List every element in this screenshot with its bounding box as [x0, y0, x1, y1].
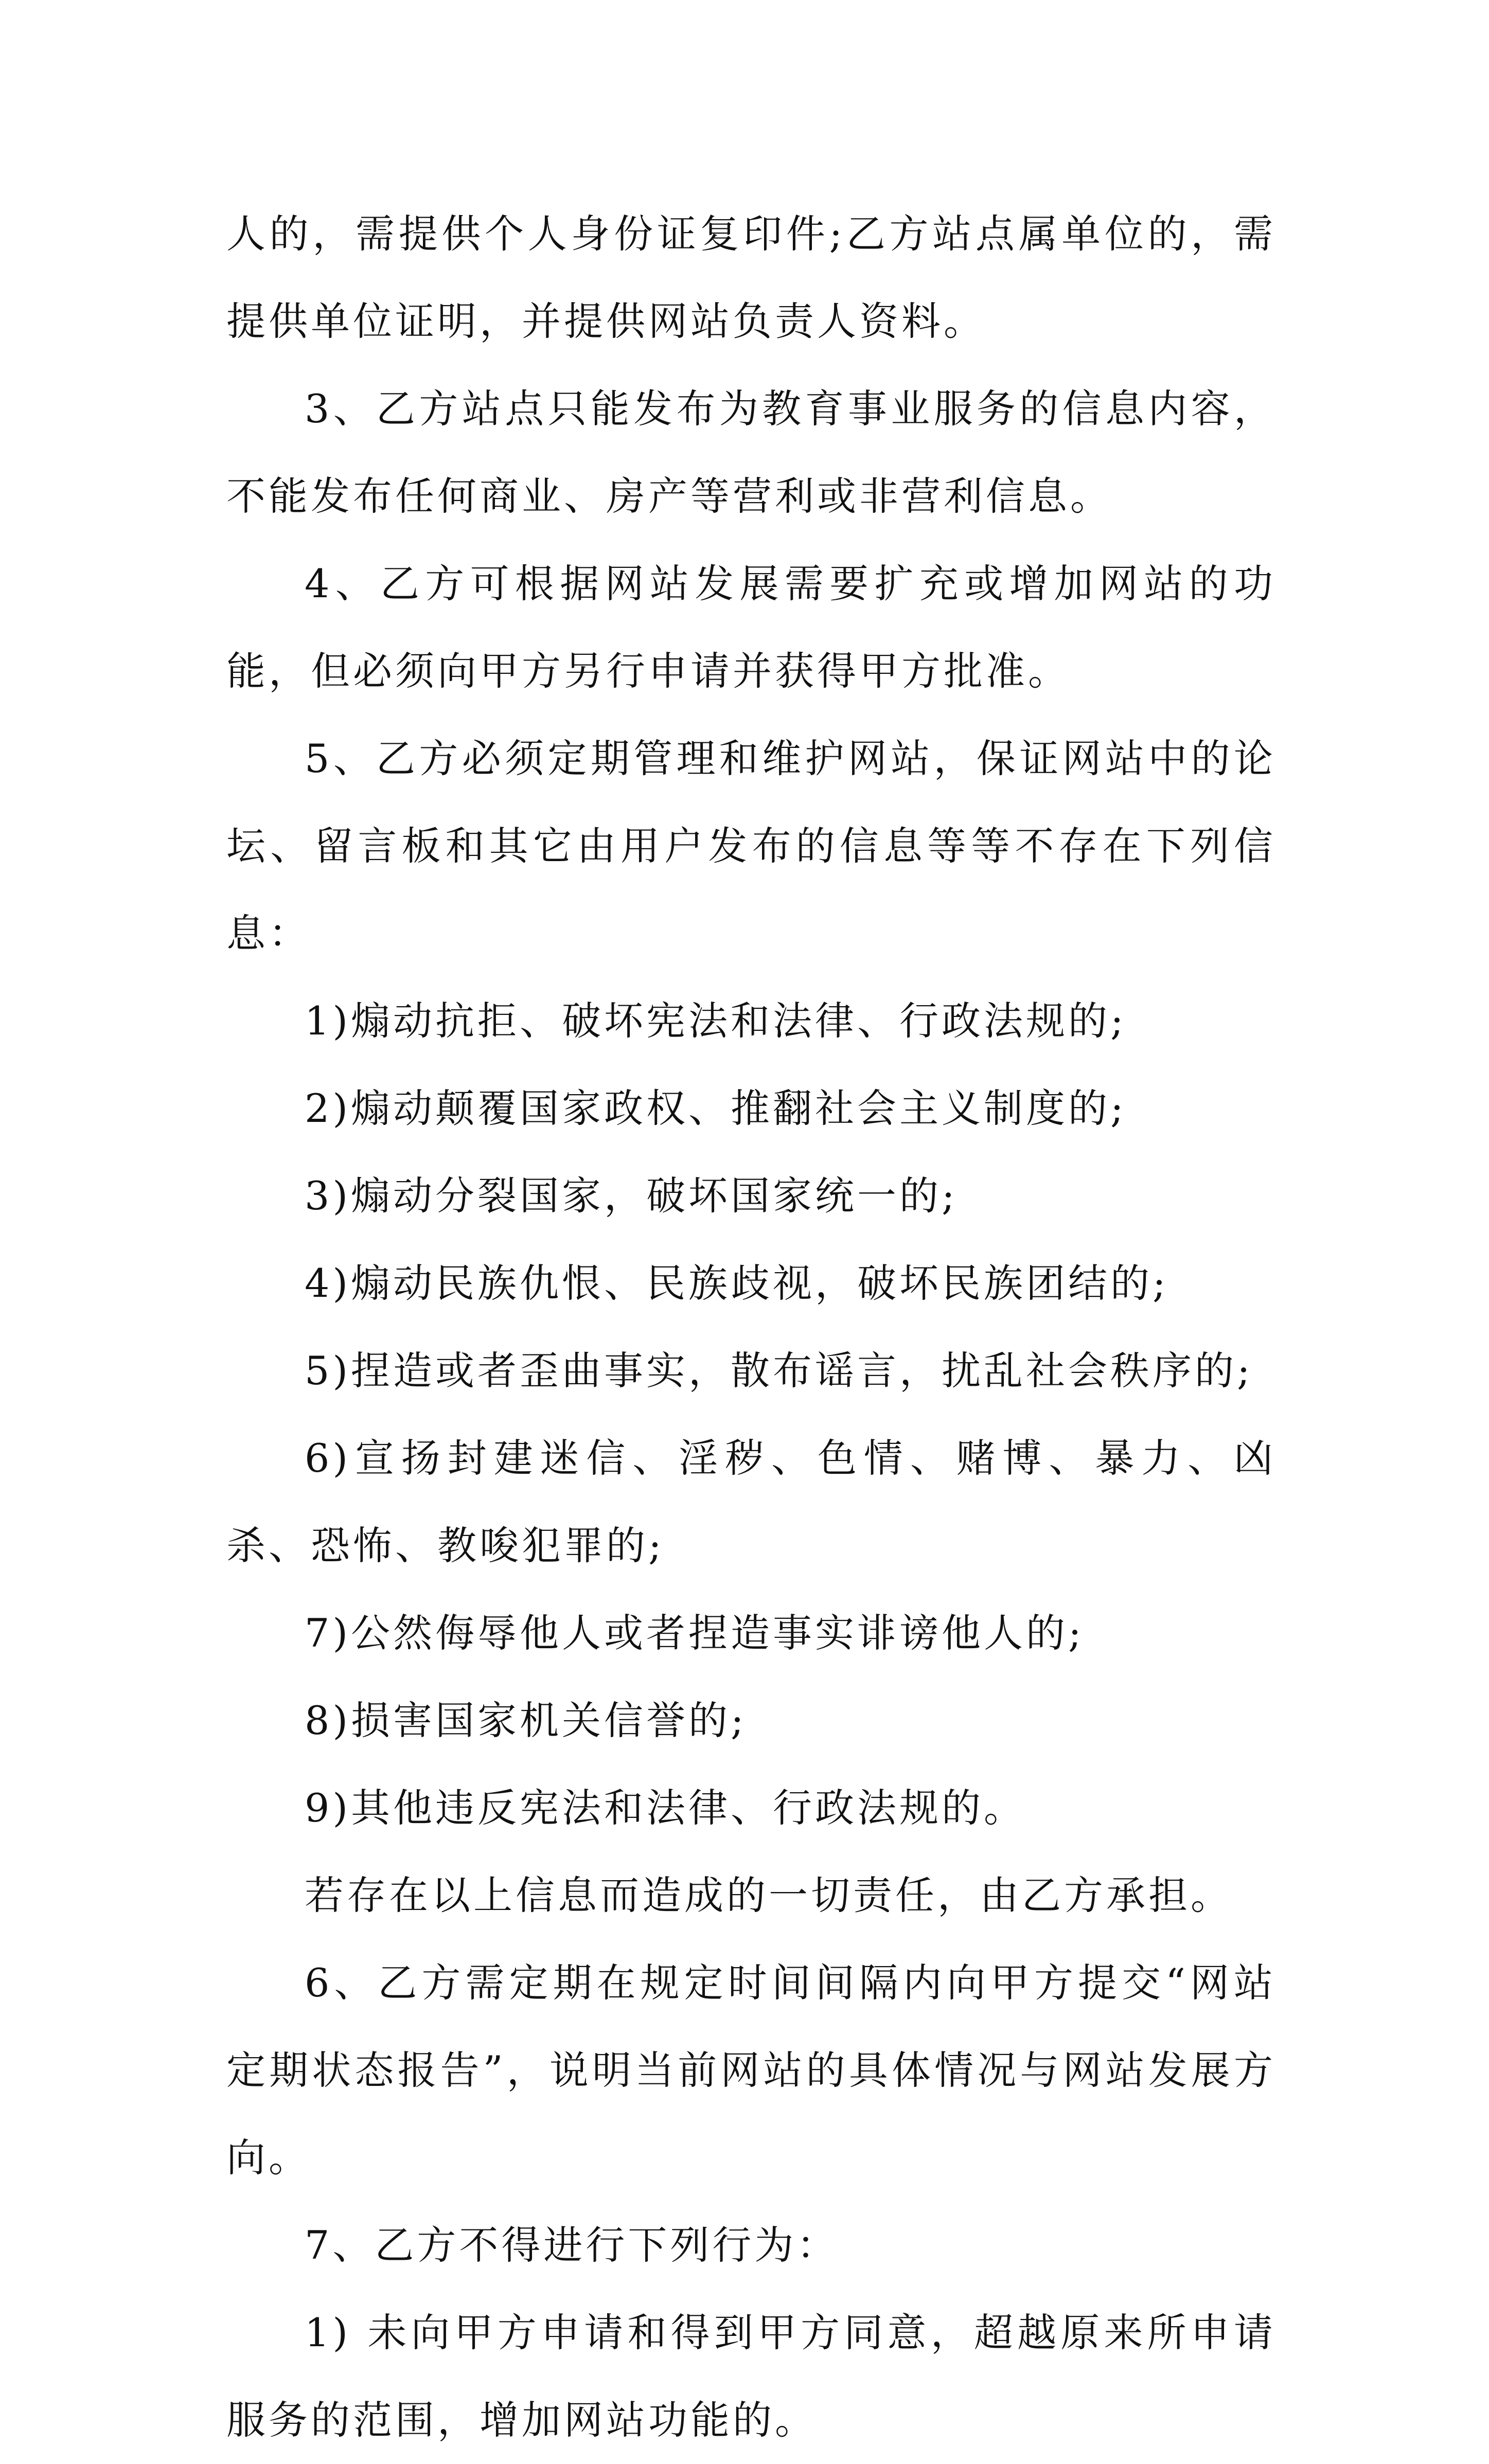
paragraph-continuation: 人的，需提供个人身份证复印件;乙方站点属单位的，需提供单位证明，并提供网站负责人资料。 — [226, 211, 1276, 344]
document-body — [226, 190, 1276, 2464]
paragraph-item-3: 3、乙方站点只能发布为教育事业服务的信息内容，不能发布任何商业、房产等营利或非营利信息。 — [226, 386, 1276, 519]
list-item-9: 9)其他违反宪法和法律、行政法规的。 — [305, 1785, 1026, 1831]
paragraph-item-7: 7、乙方不得进行下列行为： — [305, 2222, 839, 2268]
list-item-7: 7)公然侮辱他人或者捏造事实诽谤他人的; — [305, 1610, 1085, 1656]
paragraph-item-4: 4、乙方可根据网站发展需要扩充或增加网站的功能，但必须向甲方另行申请并获得甲方批准。 — [226, 561, 1276, 694]
list-item-6: 6)宣扬封建迷信、淫秽、色情、赌博、暴力、凶杀、恐怖、教唆犯罪的; — [226, 1435, 1276, 1568]
paragraph-item-6: 6、乙方需定期在规定时间间隔内向甲方提交“网站定期状态报告”，说明当前网站的具体情况与网站发展方向。 — [226, 1960, 1276, 2181]
list-item-5: 5)捏造或者歪曲事实，散布谣言，扰乱社会秩序的; — [305, 1348, 1253, 1394]
list-item-1: 1)煽动抗拒、破坏宪法和法律、行政法规的; — [305, 998, 1127, 1044]
liability-statement: 若存在以上信息而造成的一切责任，由乙方承担。 — [305, 1872, 1233, 1918]
list-item-2: 2)煽动颠覆国家政权、推翻社会主义制度的; — [305, 1085, 1127, 1131]
list-item-3: 3)煽动分裂国家，破坏国家统一的; — [305, 1173, 958, 1219]
list-item-4: 4)煽动民族仇恨、民族歧视，破坏民族团结的; — [305, 1260, 1169, 1306]
paragraph-item-5: 5、乙方必须定期管理和维护网站，保证网站中的论坛、留言板和其它由用户发布的信息等等不存在下列信息： — [226, 736, 1276, 956]
sub-item-1: 1) 未向甲方申请和得到甲方同意，超越原来所申请服务的范围，增加网站功能的。 — [226, 2310, 1276, 2443]
list-item-8: 8)损害国家机关信誉的; — [305, 1698, 747, 1743]
